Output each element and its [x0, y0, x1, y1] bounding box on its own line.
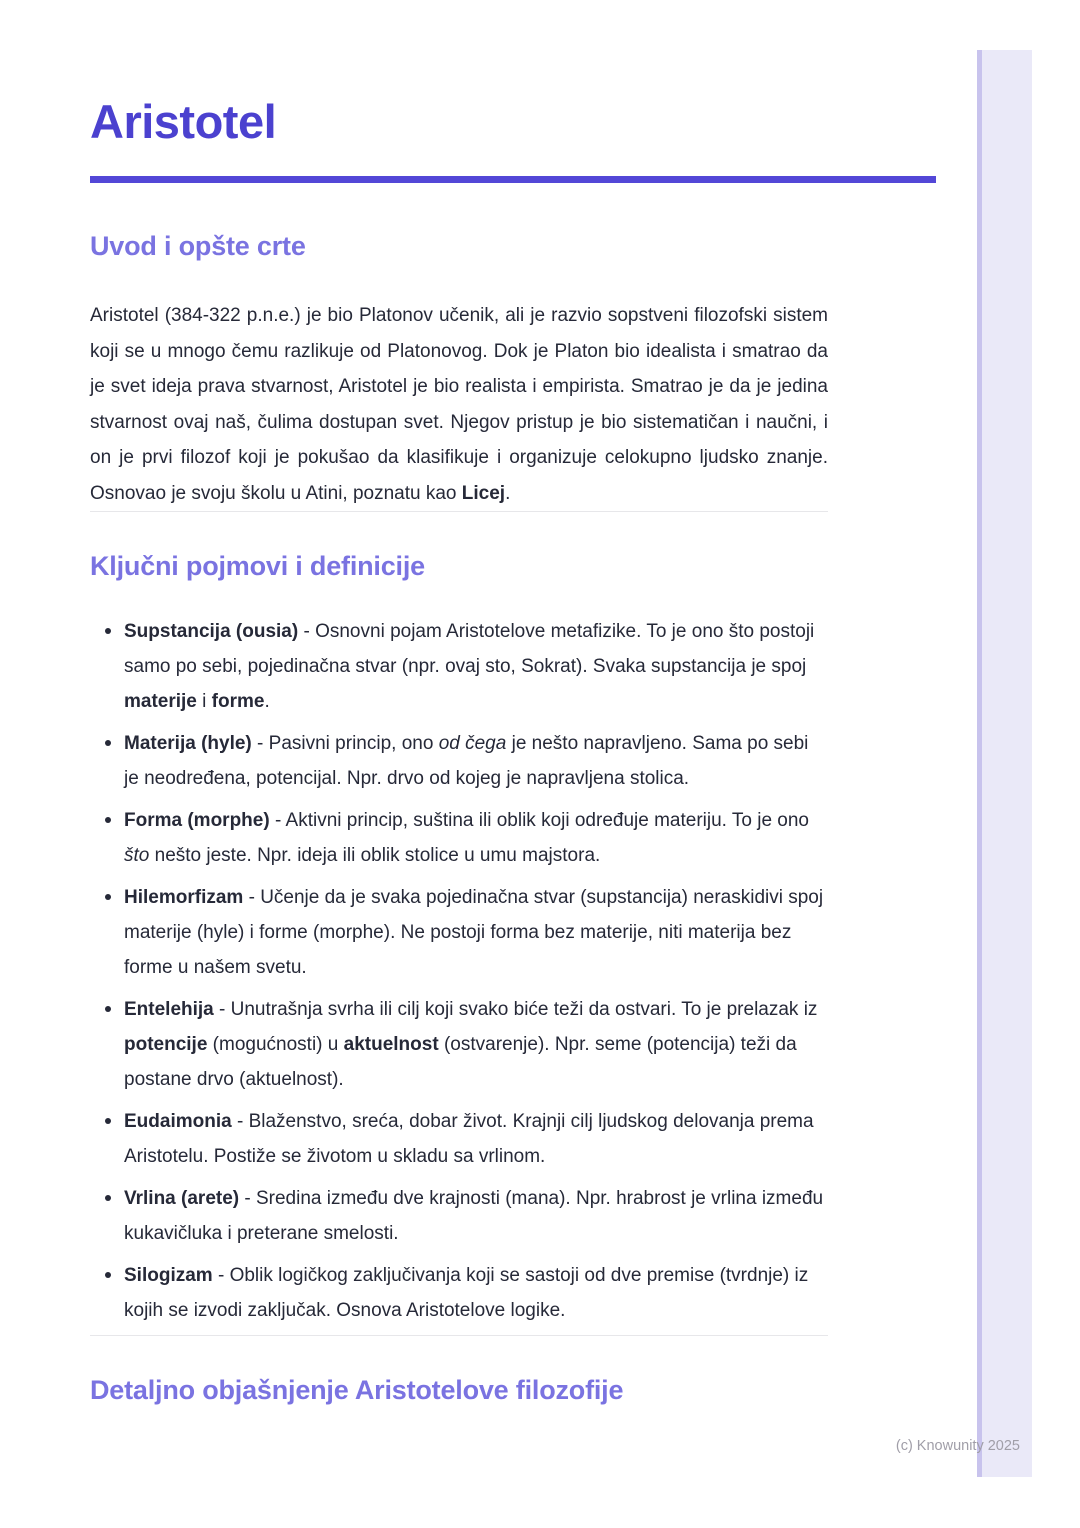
concept-item: Materija (hyle) - Pasivni princip, ono od čega je nešto napravljeno. Sama po sebi je neodređena, potencijal. Npr. drvo od kojeg je napravljena stolica.	[90, 726, 828, 796]
bullet-icon	[105, 740, 111, 746]
bullet-icon	[105, 1118, 111, 1124]
document-content	[90, 0, 828, 1405]
bullet-icon	[105, 1195, 111, 1201]
bullet-icon	[105, 894, 111, 900]
bullet-icon	[105, 1006, 111, 1012]
page-title: Aristotel	[90, 95, 277, 148]
concept-list	[90, 614, 828, 1328]
concept-item: Eudaimonia - Blaženstvo, sreća, dobar život. Krajnji cilj ljudskog delovanja prema Aristotelu. Postiže se životom u skladu sa vrlinom.	[90, 1104, 828, 1174]
bullet-icon	[105, 628, 111, 634]
concept-item: Vrlina (arete) - Sredina između dve krajnosti (mana). Npr. hrabrost je vrlina između kukavičluka i preterane smelosti.	[90, 1181, 828, 1251]
copyright-footer: (c) Knowunity 2025	[895, 1438, 1020, 1454]
title-rule	[90, 176, 936, 183]
bullet-icon	[105, 817, 111, 823]
section-heading-pojmovi: Ključni pojmovi i definicije	[90, 551, 425, 582]
concept-item: Silogizam - Oblik logičkog zaključivanja koji se sastoji od dve premise (tvrdnje) iz kojih se izvodi zaključak. Osnova Aristotelove logike.	[90, 1258, 828, 1328]
concept-item: Forma (morphe) - Aktivni princip, suština ili oblik koji određuje materiju. To je ono što nešto jeste. Npr. ideja ili oblik stolice u umu majstora.	[90, 803, 828, 873]
intro-paragraph: Aristotel (384-322 p.n.e.) je bio Platonov učenik, ali je razvio sopstveni filozofski sistem koji se u mnogo čemu razlikuje od Platonovog. Dok je Platon bio idealista i smatrao da je svet ideja prava stvarnost, Aristotel je bio realista i empirista. Smatrao je da je jedina stvarnost ovaj naš, čulima dostupan svet. Njegov pristup je bio sistematičan i naučni, i on je prvi filozof koji je pokušao da klasifikuje i organizuje celokupno ljudsko znanje. Osnovao je svoju školu u Atini, poznatu kao Licej.	[90, 305, 828, 504]
section-divider-2	[90, 1335, 828, 1336]
section-heading-uvod: Uvod i opšte crte	[90, 231, 306, 262]
side-accent-bar	[977, 50, 1032, 1477]
section-divider-1	[90, 511, 828, 512]
concept-item: Supstancija (ousia) - Osnovni pojam Aristotelove metafizike. To je ono što postoji samo po sebi, pojedinačna stvar (npr. ovaj sto, Sokrat). Svaka supstancija je spoj materije i forme.	[90, 614, 828, 719]
bullet-icon	[105, 1272, 111, 1278]
section-heading-detaljno: Detaljno objašnjenje Aristotelove filozofije	[90, 1374, 624, 1405]
concept-item: Hilemorfizam - Učenje da je svaka pojedinačna stvar (supstancija) neraskidivi spoj materije (hyle) i forme (morphe). Ne postoji forma bez materije, niti materija bez forme u našem svetu.	[90, 880, 828, 985]
concept-item: Entelehija - Unutrašnja svrha ili cilj koji svako biće teži da ostvari. To je prelazak iz potencije (mogućnosti) u aktuelnost (ostvarenje). Npr. seme (potencija) teži da postane drvo (aktuelnost).	[90, 992, 828, 1097]
